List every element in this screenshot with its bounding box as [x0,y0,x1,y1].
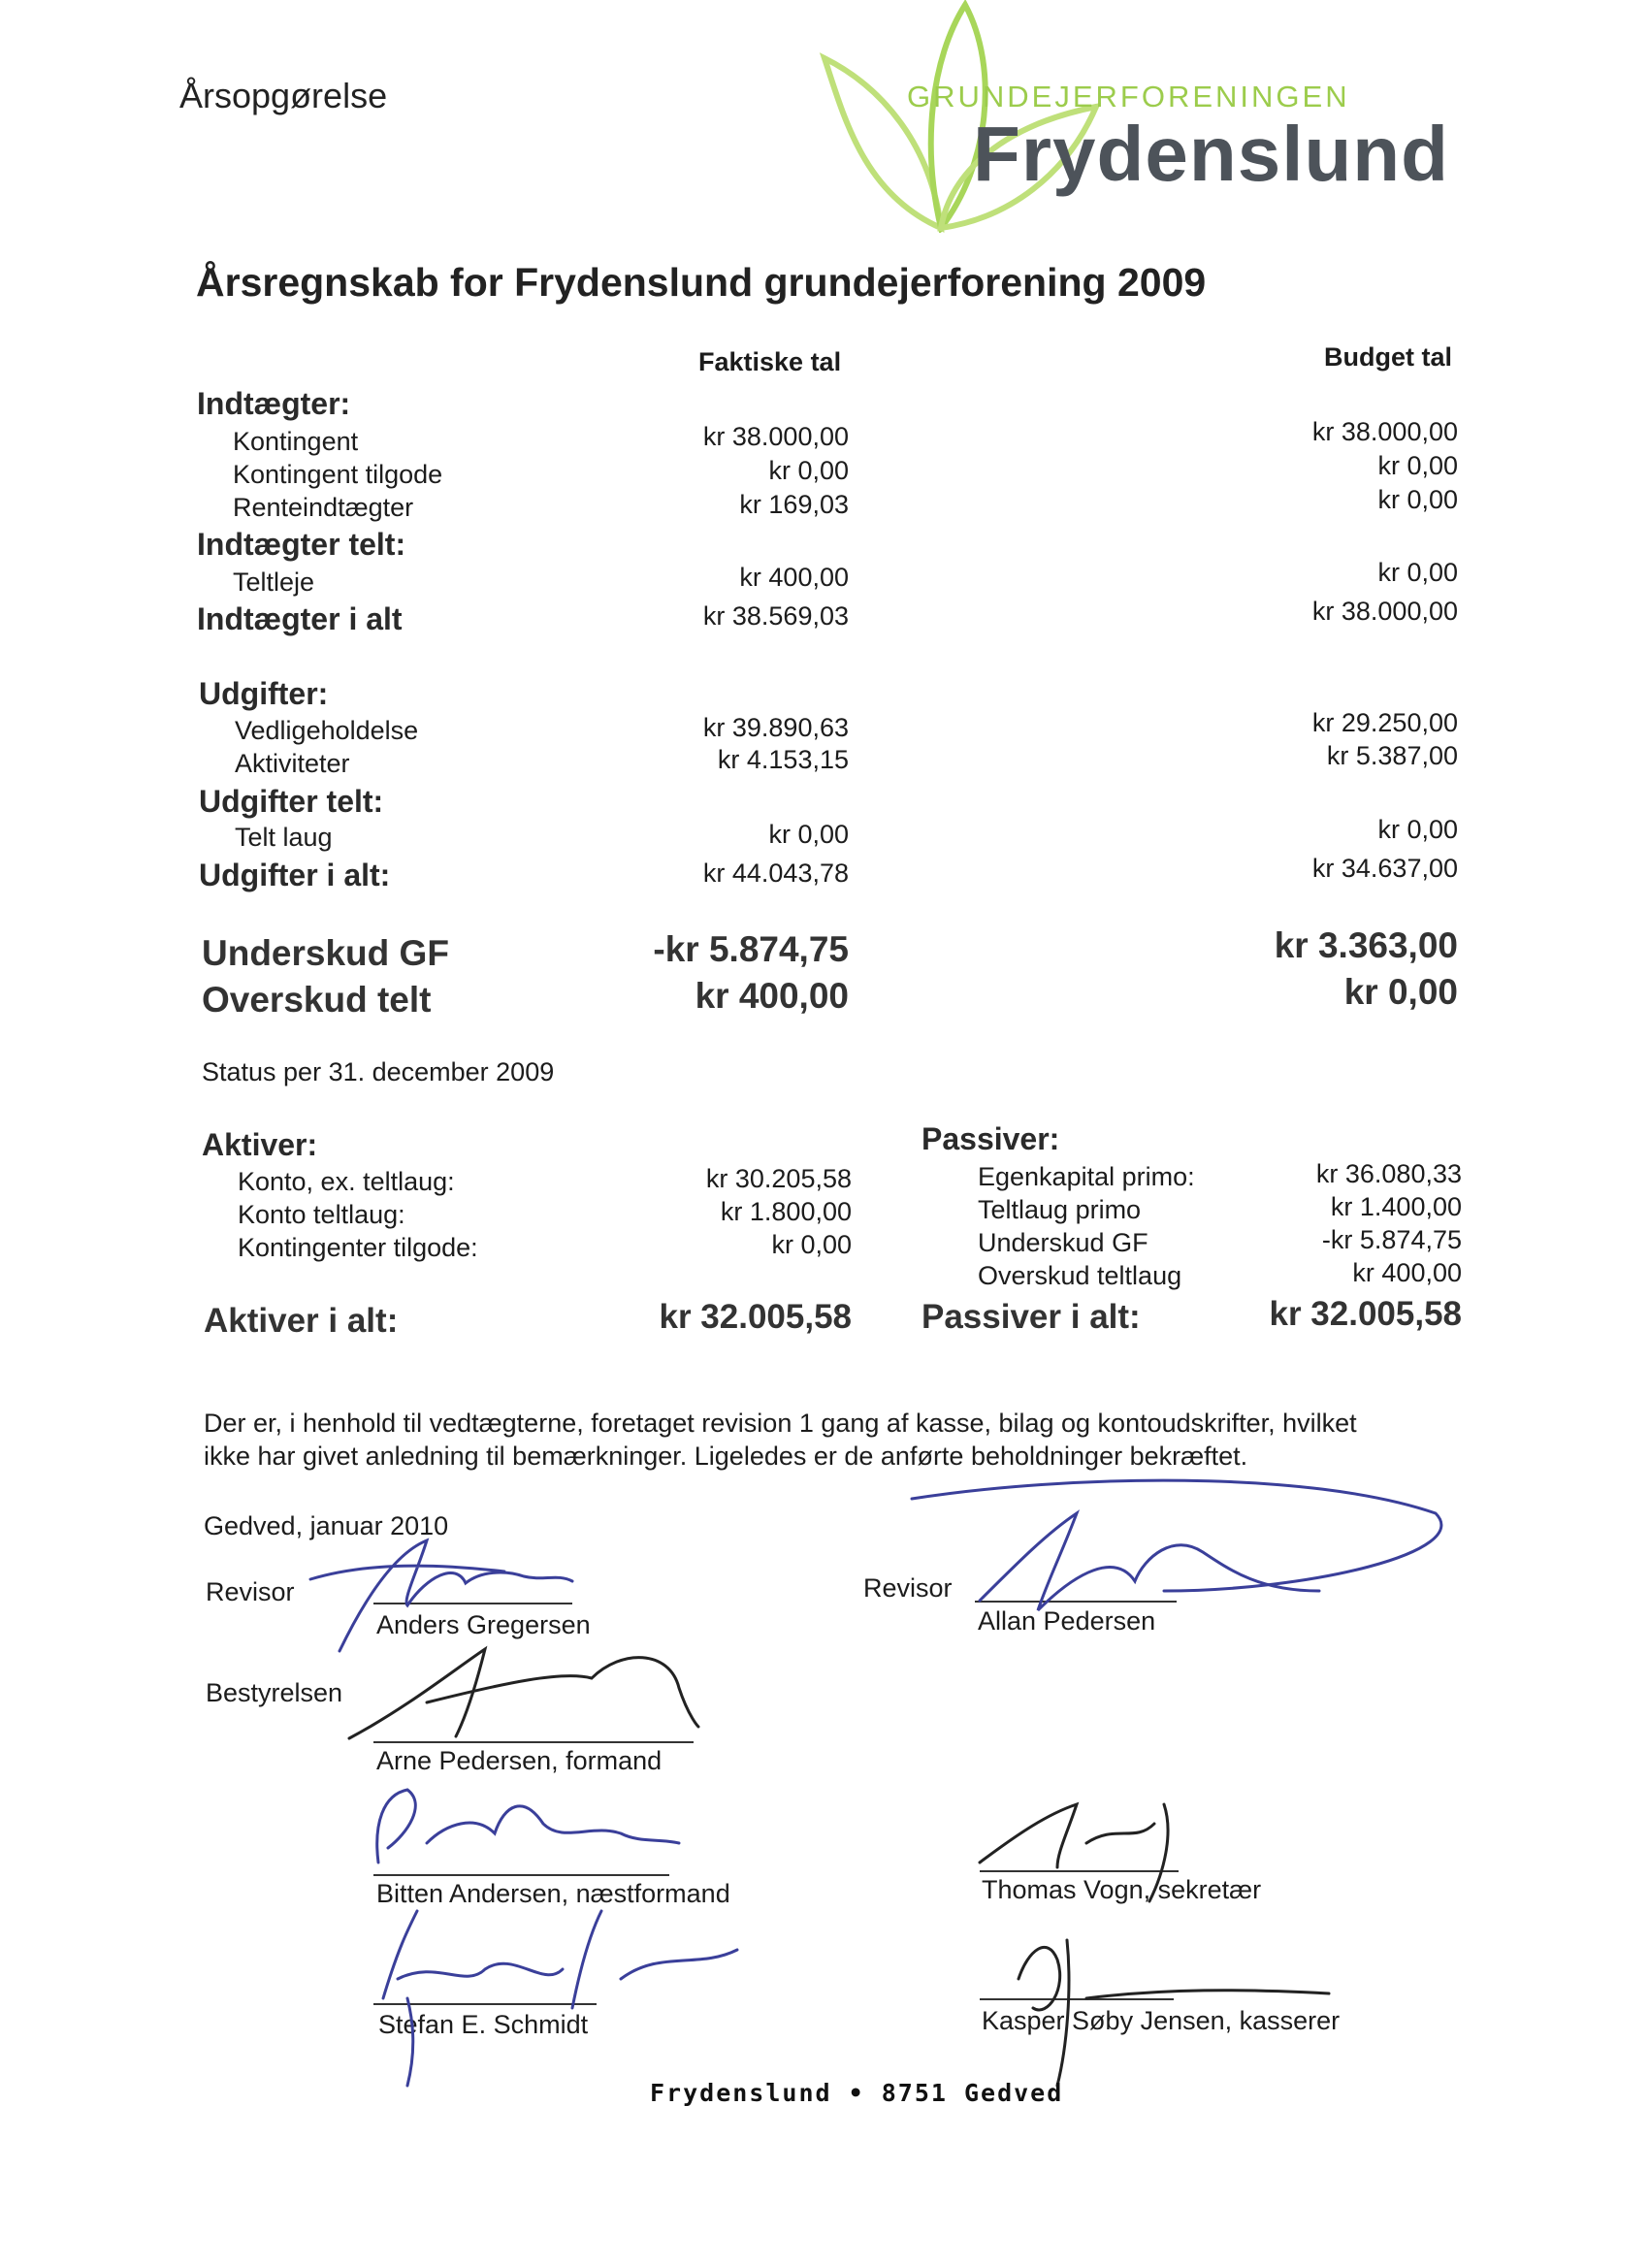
income-row-budget: kr 38.000,00 [1311,417,1458,446]
income-row-budget: kr 0,00 [1377,485,1458,514]
income-tent-row-actual: kr 400,00 [739,563,849,592]
result-actual-surplus: kr 400,00 [695,976,849,1016]
revisor-name: Anders Gregersen [376,1610,591,1639]
expense-row-actual: kr 4.153,15 [717,745,849,774]
liabilities-total-value: kr 32.005,58 [1269,1295,1462,1333]
result-label-deficit: Underskud GF [202,933,449,973]
income-row-label: Kontingent tilgode [233,460,443,489]
revisor-name: Allan Pedersen [978,1606,1156,1636]
result-label-surplus: Overskud telt [202,980,432,1020]
board-member-name: Kasper Søby Jensen, kasserer [982,2006,1341,2035]
assets-total-value: kr 32.005,58 [659,1298,852,1336]
asset-row-label: Konto teltlaug: [238,1200,405,1229]
assets-heading: Aktiver: [202,1127,318,1162]
income-total-label: Indtægter i alt [197,601,403,636]
footer-address: Frydenslund • 8751 Gedved [650,2079,1064,2107]
liability-row-label: Teltlaug primo [978,1195,1142,1224]
place-date: Gedved, januar 2010 [204,1511,449,1540]
income-tent-row-budget: kr 0,00 [1377,558,1458,587]
asset-row-value: kr 30.205,58 [705,1164,852,1193]
board-label: Bestyrelsen [206,1678,343,1707]
income-tent-row-label: Teltleje [233,567,315,597]
expenses-total-label: Udgifter i alt: [199,858,391,892]
income-row-actual: kr 38.000,00 [702,422,849,451]
income-heading: Indtægter: [197,386,351,421]
board-member-name: Thomas Vogn, sekretær [982,1875,1262,1904]
income-row-actual: kr 169,03 [739,490,849,519]
liability-row-value: kr 36.080,33 [1315,1159,1462,1188]
expense-tent-row-budget: kr 0,00 [1377,815,1458,844]
income-tent-heading: Indtægter telt: [197,527,406,562]
result-actual-deficit: -kr 5.874,75 [653,929,849,969]
audit-text-line: Der er, i henhold til vedtægterne, foretaget revision 1 gang af kasse, bilag og kontoudskrifter, hvilket [204,1409,1357,1438]
expenses-total-budget: kr 34.637,00 [1311,854,1458,883]
expense-tent-row-label: Telt laug [235,823,333,852]
expense-tent-row-actual: kr 0,00 [768,820,849,849]
liability-row-value: kr 1.400,00 [1330,1192,1462,1221]
expenses-total-actual: kr 44.043,78 [702,859,849,888]
asset-row-value: kr 0,00 [771,1230,852,1259]
expense-row-budget: kr 29.250,00 [1311,708,1458,737]
expense-row-actual: kr 39.890,63 [702,713,849,742]
liability-row-label: Underskud GF [978,1228,1148,1257]
document-type-label: Årsopgørelse [179,76,388,115]
income-row-label: Renteindtægter [233,493,414,522]
liabilities-total-label: Passiver i alt: [922,1298,1141,1336]
income-total-budget: kr 38.000,00 [1311,597,1458,626]
income-row-actual: kr 0,00 [768,456,849,485]
expenses-heading: Udgifter: [199,676,329,711]
liability-row-label: Egenkapital primo: [978,1162,1195,1191]
revisor-label: Revisor [863,1573,953,1603]
board-member-name: Stefan E. Schmidt [378,2010,589,2039]
assets-total-label: Aktiver i alt: [204,1302,399,1340]
revisor-label: Revisor [206,1577,295,1606]
liability-row-label: Overskud teltlaug [978,1261,1182,1290]
income-total-actual: kr 38.569,03 [702,601,849,631]
expense-row-budget: kr 5.387,00 [1326,741,1458,770]
expenses-tent-heading: Udgifter telt: [199,784,384,819]
audit-text-line: ikke har givet anledning til bemærkninger. Ligeledes er de anførte beholdninger bekræftet. [204,1442,1248,1471]
asset-row-label: Kontingenter tilgode: [238,1233,478,1262]
expense-row-label: Aktiviteter [235,749,350,778]
liability-row-value: kr 400,00 [1352,1258,1462,1287]
result-budget-surplus: kr 0,00 [1343,972,1458,1012]
liabilities-heading: Passiver: [922,1121,1060,1156]
status-line: Status per 31. december 2009 [202,1057,555,1086]
column-heading-actual: Faktiske tal [698,347,842,376]
logo-association-text: GRUNDEJERFORENINGEN [907,80,1350,113]
expense-row-label: Vedligeholdelse [235,716,419,745]
asset-row-label: Konto, ex. teltlaug: [238,1167,455,1196]
board-member-name: Bitten Andersen, næstformand [376,1879,730,1908]
asset-row-value: kr 1.800,00 [720,1197,852,1226]
result-budget-deficit: kr 3.363,00 [1274,925,1458,965]
board-member-name: Arne Pedersen, formand [376,1746,663,1775]
logo-name-text: Frydenslund [973,111,1450,197]
income-row-label: Kontingent [233,427,359,456]
column-heading-budget: Budget tal [1324,342,1452,372]
page-title: Årsregnskab for Frydenslund grundejerforening 2009 [196,260,1207,305]
liability-row-value: -kr 5.874,75 [1321,1225,1462,1254]
income-row-budget: kr 0,00 [1377,451,1458,480]
